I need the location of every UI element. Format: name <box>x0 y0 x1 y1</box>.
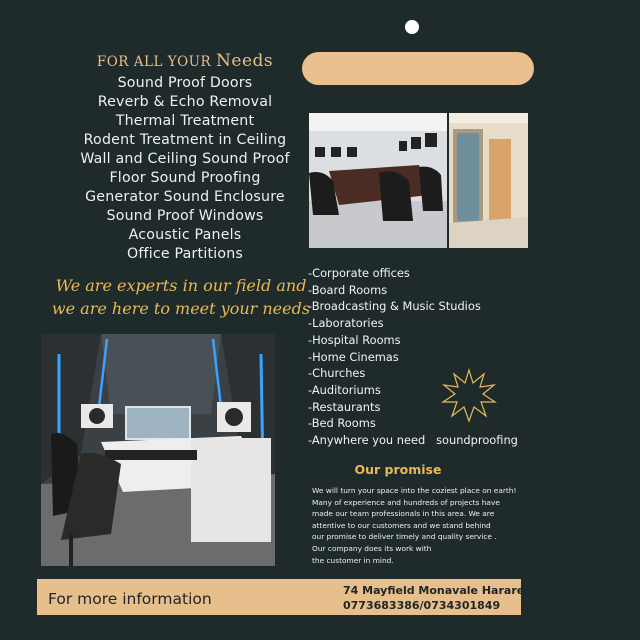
white-dot <box>405 20 419 34</box>
service-item: Sound Proof Windows <box>106 208 264 224</box>
office-photo <box>449 113 528 248</box>
promise-line: the customer in mind. <box>312 555 394 565</box>
service-item: Acoustic Panels <box>128 227 242 243</box>
place-item: -Anywhere you need soundproofing <box>308 433 518 448</box>
tagline <box>36 274 326 320</box>
service-item: Thermal Treatment <box>115 113 255 129</box>
service-item: Generator Sound Enclosure <box>85 189 285 205</box>
place-item: -Broadcasting & Music Studios <box>308 299 481 314</box>
place-item: -Board Rooms <box>308 282 388 297</box>
place-item: -Auditoriums <box>308 382 381 397</box>
place-item: -Laboratories <box>308 316 384 331</box>
studio-photo <box>41 334 275 566</box>
service-item: Sound Proof Doors <box>117 75 253 91</box>
address-text: 74 Mayfield Monavale Harare <box>343 584 525 597</box>
promise-line: attentive to our customers and we stand behind <box>312 520 491 530</box>
boardroom-photo <box>309 113 447 248</box>
tagline-line-1: We are experts in our field and <box>55 276 307 295</box>
place-item: -Home Cinemas <box>308 349 399 364</box>
header-pill <box>302 52 534 85</box>
place-item: -Corporate offices <box>308 266 410 280</box>
contact-details <box>343 583 524 613</box>
more-info-label: For more information <box>48 590 212 608</box>
badge-emblem <box>62 0 174 28</box>
promise-text <box>312 485 527 566</box>
promise-line: Our company does its work with <box>312 543 432 553</box>
tagline-line-2: we are here to meet your needs <box>51 299 311 318</box>
place-item: -Churches <box>308 366 366 381</box>
promise-line: We will turn your space into the coziest place on earth! <box>312 486 517 495</box>
service-item: Floor Sound Proofing <box>109 170 261 186</box>
promise-line: Many of experience and hundreds of projects have <box>312 497 500 507</box>
place-item: -Bed Rooms <box>308 416 376 431</box>
service-item: Office Partitions <box>126 246 244 262</box>
promise-title: Our promise <box>354 462 442 477</box>
star-outline-icon <box>441 368 497 424</box>
promise-line: our promise to deliver timely and quality service . <box>312 532 497 542</box>
place-item: -Restaurants <box>308 399 381 414</box>
service-item: Wall and Ceiling Sound Proof <box>80 151 290 167</box>
services-list <box>40 74 330 264</box>
phone-numbers: 0773683386/0734301849 <box>343 599 501 612</box>
service-item: Rodent Treatment in Ceiling <box>83 132 287 148</box>
promise-line: made our team professionals in this area. We are <box>312 509 495 519</box>
service-item: Reverb & Echo Removal <box>97 94 273 110</box>
place-item: -Hospital Rooms <box>308 332 401 347</box>
needs-heading: FOR ALL YOUR Needs <box>96 51 274 71</box>
